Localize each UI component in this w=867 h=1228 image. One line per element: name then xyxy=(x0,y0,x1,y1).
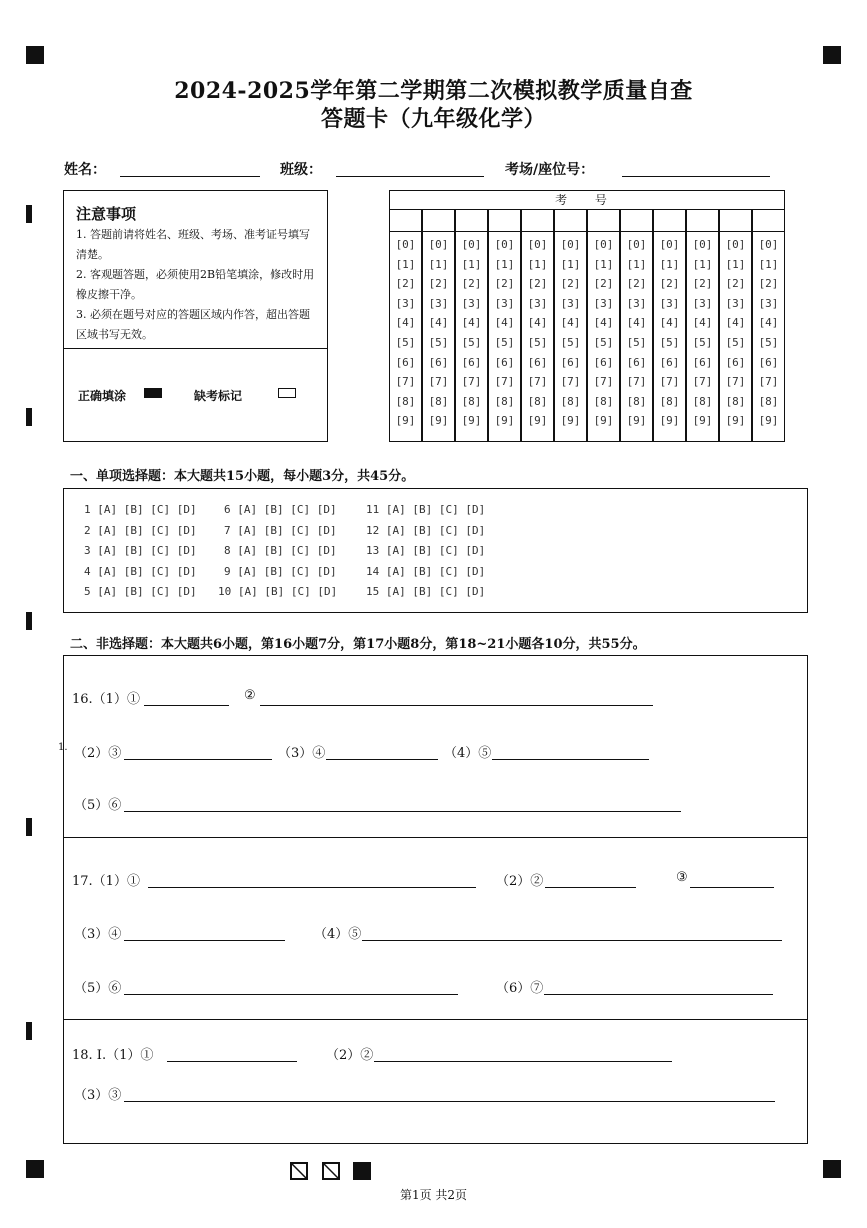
exam-digit-bubble[interactable]: [8] xyxy=(692,394,713,408)
exam-number-write-cell[interactable] xyxy=(555,210,586,232)
exam-digit-bubble[interactable]: [4] xyxy=(659,316,680,330)
exam-digit-bubble[interactable]: [7] xyxy=(725,375,746,389)
exam-digit-bubble[interactable]: [6] xyxy=(692,355,713,369)
exam-digit-bubble[interactable]: [9] xyxy=(692,414,713,428)
exam-number-column xyxy=(422,209,455,442)
exam-digit-bubble[interactable]: [3] xyxy=(428,296,449,310)
q16-answer-6[interactable] xyxy=(124,811,681,812)
exam-digit-bubble[interactable]: [1] xyxy=(593,257,614,271)
q16-answer-4[interactable] xyxy=(326,759,438,760)
exam-number-column xyxy=(389,209,422,442)
exam-digit-bubble[interactable]: [9] xyxy=(626,414,647,428)
exam-digit-bubble[interactable]: [8] xyxy=(428,394,449,408)
exam-digit-bubble[interactable]: [6] xyxy=(593,355,614,369)
exam-digit-bubble[interactable]: [8] xyxy=(494,394,515,408)
q17-part2-label: （2）② xyxy=(496,874,544,889)
q17-part5-label: （5）⑥ xyxy=(74,981,122,996)
exam-digit-bubble[interactable]: [7] xyxy=(626,375,647,389)
exam-number-write-cell[interactable] xyxy=(390,210,421,232)
exam-digit-bubble[interactable]: [5] xyxy=(560,336,581,349)
choice-question-3[interactable]: 3 [A] [B] [C] [D] xyxy=(84,544,197,557)
choice-question-7[interactable]: 7 [A] [B] [C] [D] xyxy=(224,523,337,537)
name-field[interactable] xyxy=(120,176,260,177)
exam-number-write-cell[interactable] xyxy=(687,210,718,232)
exam-digit-bubble[interactable]: [3] xyxy=(527,296,548,310)
exam-number-header: 考 号 xyxy=(389,190,785,210)
q17-answer-5[interactable] xyxy=(362,940,782,941)
q17-answer-6[interactable] xyxy=(124,994,458,995)
exam-digit-bubble[interactable]: [7] xyxy=(692,375,713,389)
exam-digit-bubble[interactable]: [0] xyxy=(692,238,713,251)
exam-digit-bubble[interactable]: [2] xyxy=(428,277,449,291)
q17-part6-label: （6）⑦ xyxy=(496,981,544,996)
exam-digit-bubble[interactable]: [4] xyxy=(626,316,647,330)
exam-digit-bubble[interactable]: [0] xyxy=(659,238,680,251)
exam-digit-bubble[interactable]: [9] xyxy=(593,414,614,428)
exam-digit-bubble[interactable]: [7] xyxy=(428,375,449,389)
exam-digit-bubble[interactable]: [5] xyxy=(692,336,713,349)
exam-digit-bubble[interactable]: [3] xyxy=(758,296,779,310)
exam-number-write-cell[interactable] xyxy=(456,210,487,232)
exam-digit-bubble[interactable]: [3] xyxy=(626,296,647,310)
exam-digit-bubble[interactable]: [5] xyxy=(659,336,680,349)
exam-digit-bubble[interactable]: [6] xyxy=(758,355,779,369)
exam-digit-bubble[interactable]: [9] xyxy=(659,414,680,428)
choice-question-15[interactable]: 15 [A] [B] [C] [D] xyxy=(366,585,486,598)
q16-part4-label: （4）⑤ xyxy=(444,746,492,761)
exam-digit-bubble[interactable]: [0] xyxy=(428,238,449,251)
exam-digit-bubble[interactable]: [0] xyxy=(593,238,614,251)
exam-number-write-cell[interactable] xyxy=(720,210,751,232)
exam-digit-bubble[interactable]: [6] xyxy=(626,355,647,369)
exam-digit-bubble[interactable]: [8] xyxy=(758,394,779,408)
exam-number-write-cell[interactable] xyxy=(423,210,454,232)
q17-answer-2[interactable] xyxy=(545,887,636,888)
choice-question-14[interactable]: 14 [A] [B] [C] [D] xyxy=(366,564,486,578)
choice-question-1[interactable]: 1 [A] [B] [C] [D] xyxy=(84,503,197,516)
exam-number-column xyxy=(719,209,752,442)
choice-question-9[interactable]: 9 [A] [B] [C] [D] xyxy=(224,564,337,578)
seat-field[interactable] xyxy=(622,176,770,177)
choice-question-2[interactable]: 2 [A] [B] [C] [D] xyxy=(84,523,197,537)
alignment-mark-top-right xyxy=(823,46,841,64)
q16-part1-label: 16.（1）① xyxy=(72,692,140,707)
exam-digit-bubble[interactable]: [0] xyxy=(725,238,746,251)
exam-number-write-cell[interactable] xyxy=(621,210,652,232)
section1-heading: 一、单项选择题：本大题共15小题，每小题3分，共45分。 xyxy=(70,469,415,484)
footer-filled-box xyxy=(353,1162,371,1180)
exam-digit-bubble[interactable]: [6] xyxy=(725,355,746,369)
exam-digit-bubble[interactable]: [0] xyxy=(461,238,482,251)
exam-digit-bubble[interactable]: [2] xyxy=(527,277,548,291)
exam-digit-bubble[interactable]: [6] xyxy=(527,355,548,369)
exam-digit-bubble[interactable]: [2] xyxy=(758,277,779,291)
exam-number-column xyxy=(521,209,554,442)
exam-digit-bubble[interactable]: [0] xyxy=(527,238,548,251)
section2-heading: 二、非选择题：本大题共6小题，第16小题7分，第17小题8分，第18~21小题各10分，共55分。 xyxy=(70,637,646,652)
exam-digit-bubble[interactable]: [3] xyxy=(692,296,713,310)
q16-answer-2[interactable] xyxy=(260,705,653,706)
q16-answer-3[interactable] xyxy=(124,759,272,760)
exam-digit-bubble[interactable]: [8] xyxy=(395,394,416,408)
exam-digit-bubble[interactable]: [3] xyxy=(593,296,614,310)
timing-mark xyxy=(26,612,32,630)
exam-digit-bubble[interactable]: [2] xyxy=(461,277,482,291)
exam-digit-bubble[interactable]: [3] xyxy=(560,296,581,310)
exam-number-write-cell[interactable] xyxy=(522,210,553,232)
exam-digit-bubble[interactable]: [0] xyxy=(758,238,779,251)
exam-digit-bubble[interactable]: [0] xyxy=(395,238,416,251)
exam-digit-bubble[interactable]: [5] xyxy=(758,336,779,349)
alignment-mark-top-left xyxy=(26,46,44,64)
exam-digit-bubble[interactable]: [2] xyxy=(593,277,614,291)
exam-digit-bubble[interactable]: [5] xyxy=(527,336,548,349)
choice-question-13[interactable]: 13 [A] [B] [C] [D] xyxy=(366,544,486,557)
exam-digit-bubble[interactable]: [8] xyxy=(659,394,680,408)
exam-number-write-cell[interactable] xyxy=(588,210,619,232)
q17-part1-label: 17.（1）① xyxy=(72,874,140,889)
exam-digit-bubble[interactable]: [1] xyxy=(527,257,548,271)
notice-title: 注意事项 xyxy=(76,205,137,223)
exam-digit-bubble[interactable]: [4] xyxy=(758,316,779,330)
exam-digit-bubble[interactable]: [6] xyxy=(395,355,416,369)
exam-digit-bubble[interactable]: [4] xyxy=(725,316,746,330)
exam-digit-bubble[interactable]: [2] xyxy=(659,277,680,291)
exam-digit-bubble[interactable]: [1] xyxy=(560,257,581,271)
seat-label: 考场/座位号： xyxy=(505,162,595,178)
exam-digit-bubble[interactable]: [0] xyxy=(494,238,515,251)
exam-number-column xyxy=(620,209,653,442)
choice-question-8[interactable]: 8 [A] [B] [C] [D] xyxy=(224,544,337,557)
exam-digit-bubble[interactable]: [2] xyxy=(725,277,746,291)
question-17-box xyxy=(63,837,808,1020)
exam-digit-bubble[interactable]: [3] xyxy=(494,296,515,310)
exam-digit-bubble[interactable]: [8] xyxy=(626,394,647,408)
exam-digit-bubble[interactable]: [7] xyxy=(659,375,680,389)
exam-digit-bubble[interactable]: [4] xyxy=(428,316,449,330)
exam-digit-bubble[interactable]: [7] xyxy=(560,375,581,389)
exam-digit-bubble[interactable]: [1] xyxy=(692,257,713,271)
exam-digit-bubble[interactable]: [4] xyxy=(395,316,416,330)
multiple-choice-box xyxy=(63,488,808,613)
timing-mark xyxy=(26,408,32,426)
q17-part4-label: （4）⑤ xyxy=(314,927,362,942)
footer-slashed-box xyxy=(290,1162,308,1180)
q16-part1b-label: ② xyxy=(244,688,256,703)
q18-answer-2[interactable] xyxy=(374,1061,672,1062)
page-title: 2024-2025学年第二学期第二次模拟教学质量自查 xyxy=(174,78,693,104)
exam-digit-bubble[interactable]: [5] xyxy=(626,336,647,349)
exam-digit-bubble[interactable]: [9] xyxy=(758,414,779,428)
choice-question-6[interactable]: 6 [A] [B] [C] [D] xyxy=(224,503,337,516)
exam-digit-bubble[interactable]: [8] xyxy=(560,394,581,408)
exam-digit-bubble[interactable]: [9] xyxy=(560,414,581,428)
exam-digit-bubble[interactable]: [7] xyxy=(461,375,482,389)
exam-digit-bubble[interactable]: [2] xyxy=(395,277,416,291)
q16-part5-label: （5）⑥ xyxy=(74,798,122,813)
alignment-mark-bottom-left xyxy=(26,1160,44,1178)
exam-digit-bubble[interactable]: [3] xyxy=(725,296,746,310)
timing-mark xyxy=(26,205,32,223)
exam-number-column xyxy=(653,209,686,442)
exam-number-write-cell[interactable] xyxy=(753,210,784,232)
exam-digit-bubble[interactable]: [5] xyxy=(395,336,416,349)
page-subtitle: 答题卡（九年级化学） xyxy=(320,106,546,132)
exam-digit-bubble[interactable]: [1] xyxy=(494,257,515,271)
exam-digit-bubble[interactable]: [5] xyxy=(593,336,614,349)
exam-digit-bubble[interactable]: [2] xyxy=(560,277,581,291)
q18-part3-label: （3）③ xyxy=(74,1088,122,1103)
exam-digit-bubble[interactable]: [5] xyxy=(461,336,482,349)
q16-answer-5[interactable] xyxy=(492,759,649,760)
correct-fill-label: 正确填涂 xyxy=(78,389,127,403)
choice-question-5[interactable]: 5 [A] [B] [C] [D] xyxy=(84,585,197,598)
exam-digit-bubble[interactable]: [8] xyxy=(461,394,482,408)
notice-item: 1. 答题前请将姓名、班级、考场、准考证号填写清楚。 xyxy=(76,228,310,261)
q16-part3-label: （3）④ xyxy=(278,746,326,761)
absent-mark-box[interactable] xyxy=(278,388,296,398)
exam-digit-bubble[interactable]: [7] xyxy=(395,375,416,389)
question-18-box xyxy=(63,1019,808,1144)
exam-digit-bubble[interactable]: [1] xyxy=(428,257,449,271)
stray-text: 1. xyxy=(58,742,68,753)
exam-digit-bubble[interactable]: [1] xyxy=(395,257,416,271)
q17-answer-1[interactable] xyxy=(148,887,476,888)
exam-digit-bubble[interactable]: [6] xyxy=(560,355,581,369)
q17-answer-7[interactable] xyxy=(544,994,773,995)
exam-digit-bubble[interactable]: [1] xyxy=(725,257,746,271)
exam-digit-bubble[interactable]: [6] xyxy=(428,355,449,369)
exam-digit-bubble[interactable]: [4] xyxy=(494,316,515,330)
choice-question-11[interactable]: 11 [A] [B] [C] [D] xyxy=(366,503,486,516)
exam-digit-bubble[interactable]: [4] xyxy=(461,316,482,330)
exam-digit-bubble[interactable]: [9] xyxy=(494,414,515,428)
question-16-box xyxy=(58,655,808,838)
exam-digit-bubble[interactable]: [5] xyxy=(725,336,746,349)
exam-digit-bubble[interactable]: [7] xyxy=(494,375,515,389)
exam-digit-bubble[interactable]: [2] xyxy=(626,277,647,291)
exam-digit-bubble[interactable]: [9] xyxy=(725,414,746,428)
exam-digit-bubble[interactable]: [4] xyxy=(527,316,548,330)
exam-digit-bubble[interactable]: [1] xyxy=(461,257,482,271)
exam-digit-bubble[interactable]: [1] xyxy=(659,257,680,271)
exam-digit-bubble[interactable]: [7] xyxy=(758,375,779,389)
exam-digit-bubble[interactable]: [2] xyxy=(494,277,515,291)
exam-digit-bubble[interactable]: [0] xyxy=(626,238,647,251)
exam-digit-bubble[interactable]: [7] xyxy=(527,375,548,389)
exam-digit-bubble[interactable]: [9] xyxy=(527,414,548,428)
exam-digit-bubble[interactable]: [9] xyxy=(395,414,416,428)
choice-question-10[interactable]: 10 [A] [B] [C] [D] xyxy=(218,585,338,598)
q16-answer-1[interactable] xyxy=(144,705,229,706)
q17-answer-4[interactable] xyxy=(124,940,285,941)
exam-digit-bubble[interactable]: [3] xyxy=(395,296,416,310)
exam-number-column xyxy=(686,209,719,442)
notice-item: 2. 客观题答题，必须使用2B铅笔填涂，修改时用橡皮擦干净。 xyxy=(76,268,315,301)
class-label: 班级： xyxy=(280,162,322,178)
name-label: 姓名： xyxy=(64,162,106,178)
choice-question-12[interactable]: 12 [A] [B] [C] [D] xyxy=(366,523,486,537)
notice-item: 3. 必须在题号对应的答题区域内作答，超出答题区域书写无效。 xyxy=(76,308,310,341)
q18-answer-3[interactable] xyxy=(124,1101,775,1102)
q16-part2-label: （2）③ xyxy=(74,746,122,761)
exam-digit-bubble[interactable]: [8] xyxy=(527,394,548,408)
exam-digit-bubble[interactable]: [2] xyxy=(692,277,713,291)
exam-digit-bubble[interactable]: [8] xyxy=(593,394,614,408)
exam-digit-bubble[interactable]: [3] xyxy=(659,296,680,310)
page-number: 第1页 共2页 xyxy=(399,1188,468,1202)
exam-number-column xyxy=(455,209,488,442)
exam-digit-bubble[interactable]: [5] xyxy=(428,336,449,349)
exam-digit-bubble[interactable]: [4] xyxy=(560,316,581,330)
exam-number-grid xyxy=(389,190,785,442)
exam-digit-bubble[interactable]: [0] xyxy=(560,238,581,251)
q17-answer-3[interactable] xyxy=(690,887,774,888)
exam-number-column xyxy=(587,209,620,442)
exam-digit-bubble[interactable]: [5] xyxy=(494,336,515,349)
exam-number-write-cell[interactable] xyxy=(489,210,520,232)
correct-fill-sample xyxy=(144,388,162,398)
notice-box xyxy=(63,190,328,442)
class-field[interactable] xyxy=(336,176,484,177)
q17-part2b-label: ③ xyxy=(676,870,688,885)
exam-digit-bubble[interactable]: [6] xyxy=(494,355,515,369)
exam-digit-bubble[interactable]: [6] xyxy=(659,355,680,369)
footer-slashed-box xyxy=(322,1162,340,1180)
exam-digit-bubble[interactable]: [3] xyxy=(461,296,482,310)
choice-question-4[interactable]: 4 [A] [B] [C] [D] xyxy=(84,564,197,578)
exam-number-column xyxy=(554,209,587,442)
absent-mark-label: 缺考标记 xyxy=(194,389,243,403)
exam-digit-bubble[interactable]: [4] xyxy=(692,316,713,330)
timing-mark xyxy=(26,818,32,836)
notice-divider xyxy=(64,348,327,349)
q17-part3-label: （3）④ xyxy=(74,927,122,942)
q18-part2-label: （2）② xyxy=(326,1048,374,1063)
q18-answer-1[interactable] xyxy=(167,1061,297,1062)
exam-digit-bubble[interactable]: [9] xyxy=(461,414,482,428)
exam-digit-bubble[interactable]: [4] xyxy=(593,316,614,330)
exam-digit-bubble[interactable]: [6] xyxy=(461,355,482,369)
alignment-mark-bottom-right xyxy=(823,1160,841,1178)
exam-number-column xyxy=(488,209,521,442)
exam-number-write-cell[interactable] xyxy=(654,210,685,232)
exam-digit-bubble[interactable]: [9] xyxy=(428,414,449,428)
exam-digit-bubble[interactable]: [1] xyxy=(626,257,647,271)
exam-number-column xyxy=(752,209,785,442)
exam-digit-bubble[interactable]: [7] xyxy=(593,375,614,389)
exam-digit-bubble[interactable]: [8] xyxy=(725,394,746,408)
exam-digit-bubble[interactable]: [1] xyxy=(758,257,779,271)
q18-part1-label: 18. Ⅰ.（1）① xyxy=(72,1048,154,1063)
timing-mark xyxy=(26,1022,32,1040)
